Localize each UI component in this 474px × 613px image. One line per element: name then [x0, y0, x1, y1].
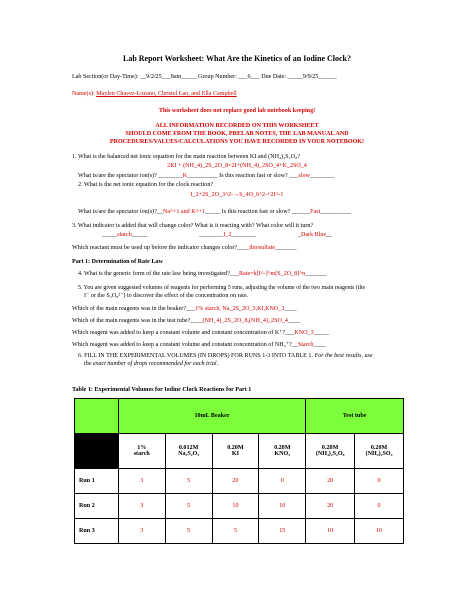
names-label: Name(s):	[72, 91, 97, 97]
section-label: Lab Section(or Day-Time):	[72, 74, 140, 80]
notice-line-2: ALL INFORMATION RECORDED ON THIS WORKSHEET	[155, 123, 319, 129]
table-cell: 10	[306, 519, 355, 544]
q1-spectator-line: What is/are the spectator ion(s)? ________K__________ Is this reaction fast or slow? ___slow________	[78, 173, 335, 179]
table-corner-cell	[75, 399, 119, 434]
table-cell: 5	[165, 494, 212, 519]
q3-reacting-value: I_2	[223, 232, 232, 238]
q3-color-value: Dark Blue	[300, 232, 327, 238]
question-3	[72, 222, 408, 230]
table-cell: 15	[259, 519, 306, 544]
q3-text-a: 3. What indicator is added that will change color?	[72, 223, 194, 229]
group-value: ___6___	[238, 74, 260, 80]
col-header: 0.20M (NH₄)₂S₂O₈	[306, 434, 355, 469]
q1-fast-slow-value: _slow	[295, 173, 310, 179]
question-4: 4. What is the generic form of the rate law being investigated?___Rate=k[I^-]^m[S_2O_8]^n_______	[78, 271, 327, 277]
tube-label: Which of the main reagents was in the test tube?	[72, 318, 191, 324]
table-group-row	[75, 399, 404, 434]
names-value: Maylen Chavez-Lozano, Christel Lao, and Ella Campbell	[96, 91, 237, 97]
table-cell: 0	[259, 469, 306, 494]
table-cell: 5	[165, 519, 212, 544]
tube-line: Which of the main reagents was in the test tube?____(NH_4)_2S_2O_8,(NH_4)_2SO_4____	[72, 318, 301, 324]
q1-answer: 2KI + (NH_4)_2S_2O_8=2I+(NH_4)_2SO_4+K_2SO_4	[167, 163, 307, 169]
table-cell: 20	[212, 469, 259, 494]
notice-line-4: PROCEDURES/VALUES/CALCULATIONS YOU HAVE RECORDED IN YOUR NOTEBOOK!	[109, 139, 365, 145]
due-label: Due Date:	[259, 74, 288, 80]
q2-answer: I_2+2S_2O_3^2-→S_4O_6^2-+2I^-1	[190, 192, 284, 198]
q3-indicator-value: starch	[117, 232, 132, 238]
q1-fast-slow-label: Is this reaction fast or slow?	[217, 173, 290, 179]
nh4-value: Starch	[297, 342, 314, 348]
table-cell: 5	[212, 519, 259, 544]
section-value: __9/2/25___8am_____	[139, 74, 197, 80]
names-line	[72, 90, 408, 98]
table-cell: 3	[118, 519, 165, 544]
k-line: Which reagent was added to keep a constant volume and constant concentration of K⁺?___KNO_3_____	[72, 330, 329, 336]
nh4-line: Which reagent was added to keep a constant volume and constant concentration of NH₄⁺?__Starch____	[72, 342, 326, 348]
col-header: 1% starch	[118, 434, 165, 469]
row-label: Run 2	[75, 494, 119, 519]
table-caption: Table 1: Experimental Volumes for Iodine Clock Reactions for Part 1	[72, 387, 252, 393]
col-header: 0.20M KI	[212, 434, 259, 469]
due-value: _____9/9/25______	[287, 74, 337, 80]
table-cell: 10	[212, 494, 259, 519]
q1-spectator-label: What is/are the spectator ion(s)?	[78, 173, 157, 179]
q3-limit-label: Which reactant must be used up before the indicator changes color?	[72, 245, 238, 251]
q3-text-c: What color will it turn?	[254, 223, 314, 229]
table-cell: 0	[355, 469, 404, 494]
q6-line-1a: 6. FILL IN THE EXPERIMENTAL VOLUMES (IN DROPS) FOR RUNS 1-3 INTO TABLE 1.	[78, 353, 315, 359]
tube-value: (NH_4)_2S_2O_8,(NH_4)_2SO_4	[202, 318, 288, 324]
q2-spectator-value: Na^+1 and K^+1	[162, 209, 205, 215]
table-cell: 5	[165, 469, 212, 494]
table-row	[75, 469, 404, 494]
table-cell: 3	[118, 494, 165, 519]
row-label: Run 3	[75, 519, 119, 544]
q3-text-b: What is it reacting with?	[193, 223, 255, 229]
beaker-line: Which of the main reagents was in the beaker?___1% starch, Na_2S_2O_3,KI,KNO_3____	[72, 306, 297, 312]
q6-line-2: the exact number of drops recommended for each trial.	[84, 361, 219, 367]
q1-spectator-value: K	[182, 173, 188, 179]
table-row	[75, 494, 404, 519]
nh4-label: Which reagent was added to keep a constant volume and constant concentration of NH₄⁺?	[72, 342, 292, 348]
q5-line-1: 5. You are given suggested volumes of reagents for performing 5 runs, adjusting the volume of the two main reagents (the	[78, 285, 366, 291]
question-2: 2. What is the net ionic equation for the clock reaction?	[78, 182, 214, 188]
q2-spectator-label: What is/are the spectator ion(s)?	[78, 209, 157, 215]
q2-spectator-line: What is/are the spectator ion(s)?__Na^+1 and K^+1_____ Is this reaction fast or slow? ______Fast__________	[78, 209, 351, 215]
question-1: 1. What is the balanced net ionic equation for the main reaction between KI and (NH₄)₂S₂O₈?	[72, 154, 301, 160]
q6-line-1	[78, 352, 408, 360]
group-tube-header: Test tube	[306, 399, 404, 434]
q5-line-2: I⁻ or the S₂O₈²⁻) to discover the effect of the concentration on rate.	[84, 293, 249, 299]
table-cell: 0	[355, 494, 404, 519]
table-cell: 10	[355, 519, 404, 544]
notice-line-1: This worksheet does not replace good lab notebook keeping!	[158, 108, 316, 114]
col-header: 0.20M (NH₄)₂SO₄	[355, 434, 404, 469]
beaker-value: 1% starch, Na_2S_2O_3,KI,KNO_3	[195, 306, 285, 312]
col-header: 0.20M KNO₃	[259, 434, 306, 469]
table-cell: 3	[118, 469, 165, 494]
meta-line	[72, 73, 408, 81]
table-header-blank	[75, 434, 119, 469]
table-cell: 20	[306, 469, 355, 494]
k-label: Which reagent was added to keep a constant volume and constant concentration of K⁺?	[72, 330, 286, 336]
q3-limit-value: thiosulfate	[249, 245, 276, 251]
beaker-label: Which of the main reagents was in the beaker?	[72, 306, 187, 312]
table-cell: 10	[259, 494, 306, 519]
col-header: 0.012M Na₂S₂O₃	[165, 434, 212, 469]
q4-answer: Rate=k[I^-]^m[S_2O_8]^n	[238, 271, 306, 277]
notice-line-3: SHOULD COME FROM THE BOOK, PRELAB NOTES, THE LAB MANUAL AND	[125, 131, 349, 137]
group-label: Group Number:	[196, 74, 239, 80]
q4-text: 4. What is the generic form of the rate law being investigated?	[78, 271, 230, 277]
q3-answers-line: _____starch_____ ________I_2________ _Dark Blue__	[102, 232, 333, 238]
row-label: Run 1	[75, 469, 119, 494]
table-row	[75, 519, 404, 544]
volumes-table	[74, 398, 404, 544]
group-beaker-header: 10mL Beaker	[118, 399, 305, 434]
q2-fast-slow-value: Fast	[310, 209, 321, 215]
q2-fast-slow-label: Is this reaction fast or slow?	[220, 209, 292, 215]
table-header-row	[75, 434, 404, 469]
q3-limit-line: Which reactant must be used up before the indicator changes color?____thiosulfate_______	[72, 245, 297, 251]
part1-heading: Part 1: Determination of Rate Law	[72, 259, 163, 265]
q6-line-1b: For the best results, use	[314, 353, 373, 359]
table-cell: 20	[306, 494, 355, 519]
k-value: KNO_3	[294, 330, 314, 336]
page-title: Lab Report Worksheet: What Are the Kinetics of an Iodine Clock?	[122, 54, 351, 63]
